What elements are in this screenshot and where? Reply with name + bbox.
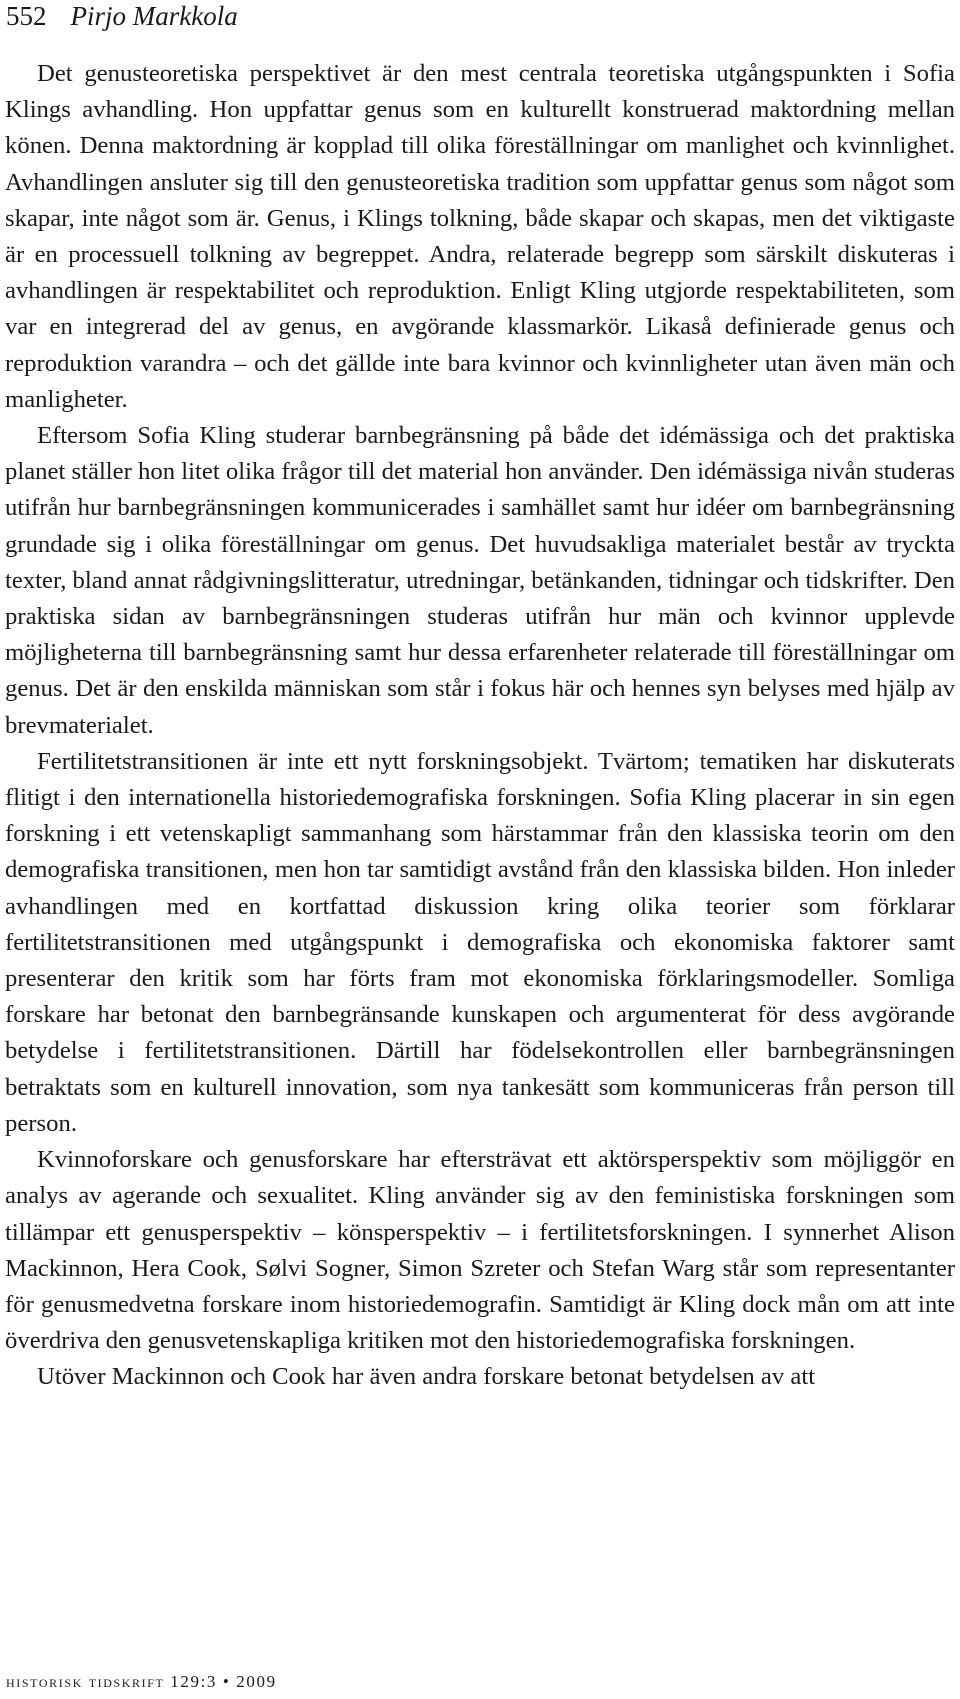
page-header <box>6 0 238 34</box>
page-number: 552 <box>6 1 47 31</box>
running-head-author: Pirjo Markkola <box>70 1 238 31</box>
paragraph: Eftersom Sofia Kling studerar barnbegränsning på både det idémässiga och det praktiska planet ställer hon litet olika frågor till det material hon använder. Den idémässiga nivån studeras utifrån hur barnbegränsningen kommunicerades i samhället samt hur idéer om barnbegränsning grundade sig i olika föreställningar om genus. Det huvudsakliga materialet består av tryckta texter, bland annat rådgivningslitteratur, utredningar, betänkanden, tidningar och tidskrifter. Den praktiska sidan av barnbegränsningen studeras utifrån hur män och kvinnor upplevde möjligheterna till barnbegränsning samt hur dessa erfarenheter relaterade till föreställningar om genus. Det är den enskilda människan som står i fokus här och hennes syn belyses med hjälp av brevmaterialet. <box>5 422 955 739</box>
journal-citation: historisk tidskrift 129:3 • 2009 <box>6 1672 277 1691</box>
paragraph: Fertilitetstransitionen är inte ett nytt forskningsobjekt. Tvärtom; tematiken har diskuterats flitigt i den internationella historiedemografiska forskningen. Sofia Kling placerar in sin egen forskning i ett vetenskapligt sammanhang som härstammar från den klassiska teorin om den demografiska transitionen, men hon tar samtidigt avstånd från den klassiska bilden. Hon inleder avhandlingen med en kortfattad diskussion kring olika teorier som förklarar fertilitetstransitionen med utgångspunkt i demografiska och ekonomiska faktorer samt presenterar den kritik som har förts fram mot ekonomiska förklaringsmodeller. Somliga forskare har betonat den barnbegränsande kunskapen och argumenterat för dess avgörande betydelse i fertilitetstransitionen. Därtill har födelsekontrollen eller barnbegränsningen betraktats som en kulturell innovation, som nya tankesätt som kommuniceras från person till person. <box>5 747 955 1137</box>
page-footer <box>6 1672 277 1692</box>
paragraph: Kvinnoforskare och genusforskare har eftersträvat ett aktörsperspektiv som möjliggör en analys av agerande och sexualitet. Kling använder sig av den feministiska forskningen som tillämpar ett genusperspektiv – könsperspektiv – i fertilitetsforskningen. I synnerhet Alison Mackinnon, Hera Cook, Sølvi Sogner, Simon Szreter och Stefan Warg står som representanter för genusmedvetna forskare inom historiedemografin. Samtidigt är Kling dock mån om att inte överdriva den genusvetenskapliga kritiken mot den historiedemografiska forskningen. <box>5 1146 955 1355</box>
body-text <box>5 56 955 1396</box>
paragraph: Utöver Mackinnon och Cook har även andra forskare betonat betydelsen av att <box>37 1363 816 1391</box>
paragraph: Det genusteoretiska perspektivet är den mest centrala teoretiska utgångspunkten i Sofia Klings avhandling. Hon uppfattar genus som en kulturellt konstruerad maktordning mellan könen. Denna maktordning är kopplad till olika föreställningar om manlighet och kvinnlighet. Avhandlingen ansluter sig till den genusteoretiska tradition som uppfattar genus som något som skapar, inte något som är. Genus, i Klings tolkning, både skapar och skapas, men det viktigaste är en processuell tolkning av begreppet. Andra, relaterade begrepp som särskilt diskuteras i avhandlingen är respektabilitet och reproduktion. Enligt Kling utgjorde respektabiliteten, som var en integrerad del av genus, en avgörande klassmarkör. Likaså definierade genus och reproduktion varandra – och det gällde inte bara kvinnor och kvinnligheter utan även män och manligheter. <box>5 60 955 413</box>
